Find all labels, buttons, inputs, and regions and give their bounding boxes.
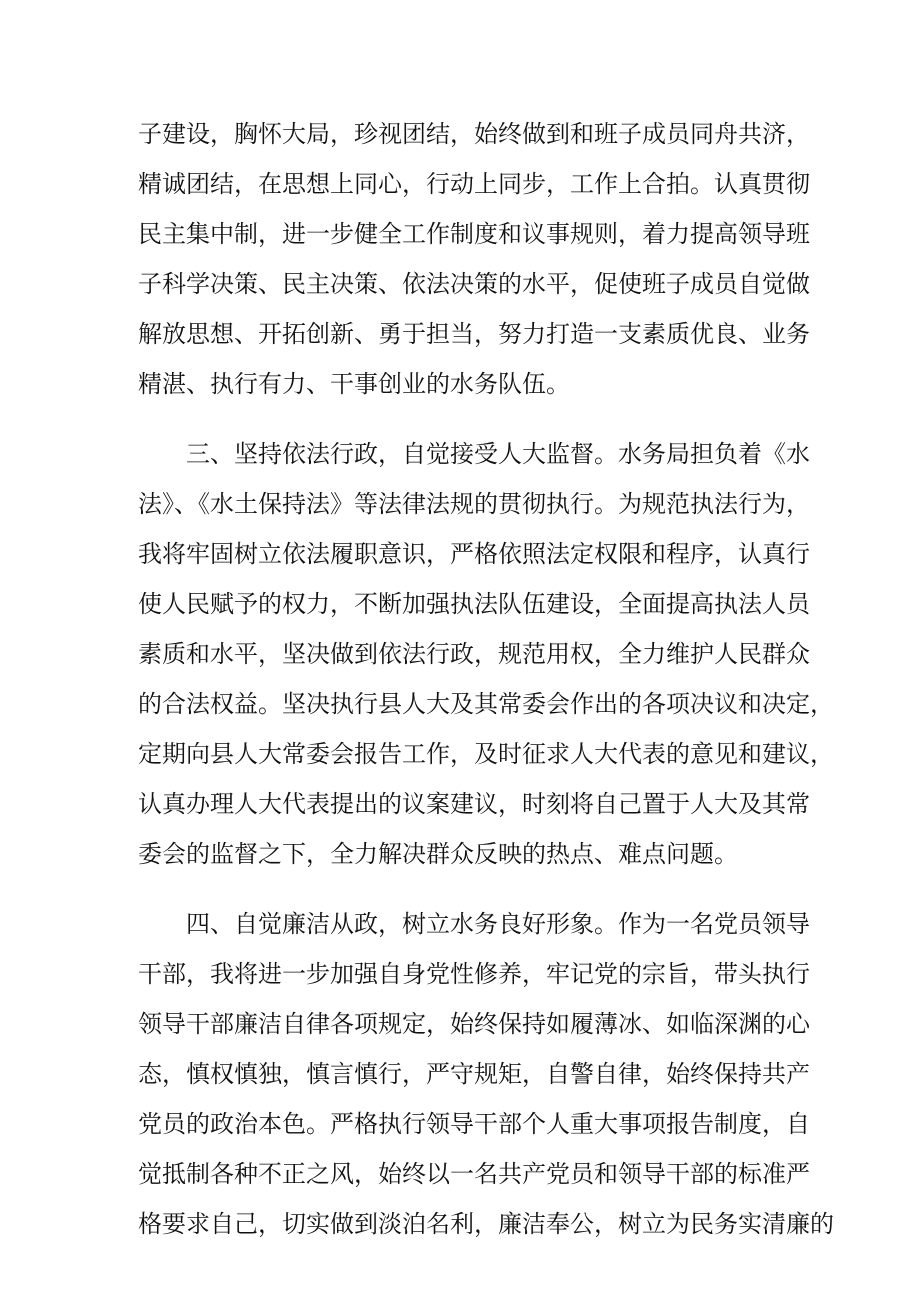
text-line: 民主集中制，进一步健全工作制度和议事规则，着力提高领导班 (138, 220, 810, 248)
text-line: 素质和水平，坚决做到依法行政，规范用权，全力维护人民群众 (138, 640, 810, 668)
text-line: 干部，我将进一步加强自身党性修养，牢记党的宗旨，带头执行 (138, 960, 810, 988)
text-line: 四、自觉廉洁从政，树立水务良好形象。作为一名党员领导 (186, 910, 810, 938)
text-line: 的合法权益。坚决执行县人大及其常委会作出的各项决议和决定， (138, 690, 834, 718)
text-line: 我将牢固树立依法履职意识，严格依照法定权限和程序，认真行 (138, 540, 810, 568)
text-line: 态，慎权慎独，慎言慎行，严守规矩，自警自律，始终保持共产 (138, 1060, 810, 1088)
text-line: 精湛、执行有力、干事创业的水务队伍。 (138, 370, 570, 398)
text-line: 定期向县人大常委会报告工作，及时征求人大代表的意见和建议， (138, 740, 834, 768)
text-line: 委会的监督之下，全力解决群众反映的热点、难点问题。 (138, 840, 738, 868)
text-line: 精诚团结，在思想上同心，行动上同步，工作上合拍。认真贯彻 (138, 170, 810, 198)
text-line: 解放思想、开拓创新、勇于担当，努力打造一支素质优良、业务 (138, 320, 810, 348)
text-line: 子建设，胸怀大局，珍视团结，始终做到和班子成员同舟共济， (138, 120, 810, 148)
text-line: 认真办理人大代表提出的议案建议，时刻将自己置于人大及其常 (138, 790, 810, 818)
text-line: 三、坚持依法行政，自觉接受人大监督。水务局担负着《水 (186, 440, 810, 468)
text-line: 格要求自己，切实做到淡泊名利，廉洁奉公，树立为民务实清廉的 (138, 1210, 834, 1238)
text-line: 子科学决策、民主决策、依法决策的水平，促使班子成员自觉做 (138, 270, 810, 298)
text-line: 觉抵制各种不正之风，始终以一名共产党员和领导干部的标准严 (138, 1160, 810, 1188)
text-line: 领导干部廉洁自律各项规定，始终保持如履薄冰、如临深渊的心 (138, 1010, 810, 1038)
text-line: 法》、《水土保持法》等法律法规的贯彻执行。为规范执法行为， (138, 490, 810, 518)
text-line: 党员的政治本色。严格执行领导干部个人重大事项报告制度，自 (138, 1110, 810, 1138)
text-line: 使人民赋予的权力，不断加强执法队伍建设，全面提高执法人员 (138, 590, 810, 618)
